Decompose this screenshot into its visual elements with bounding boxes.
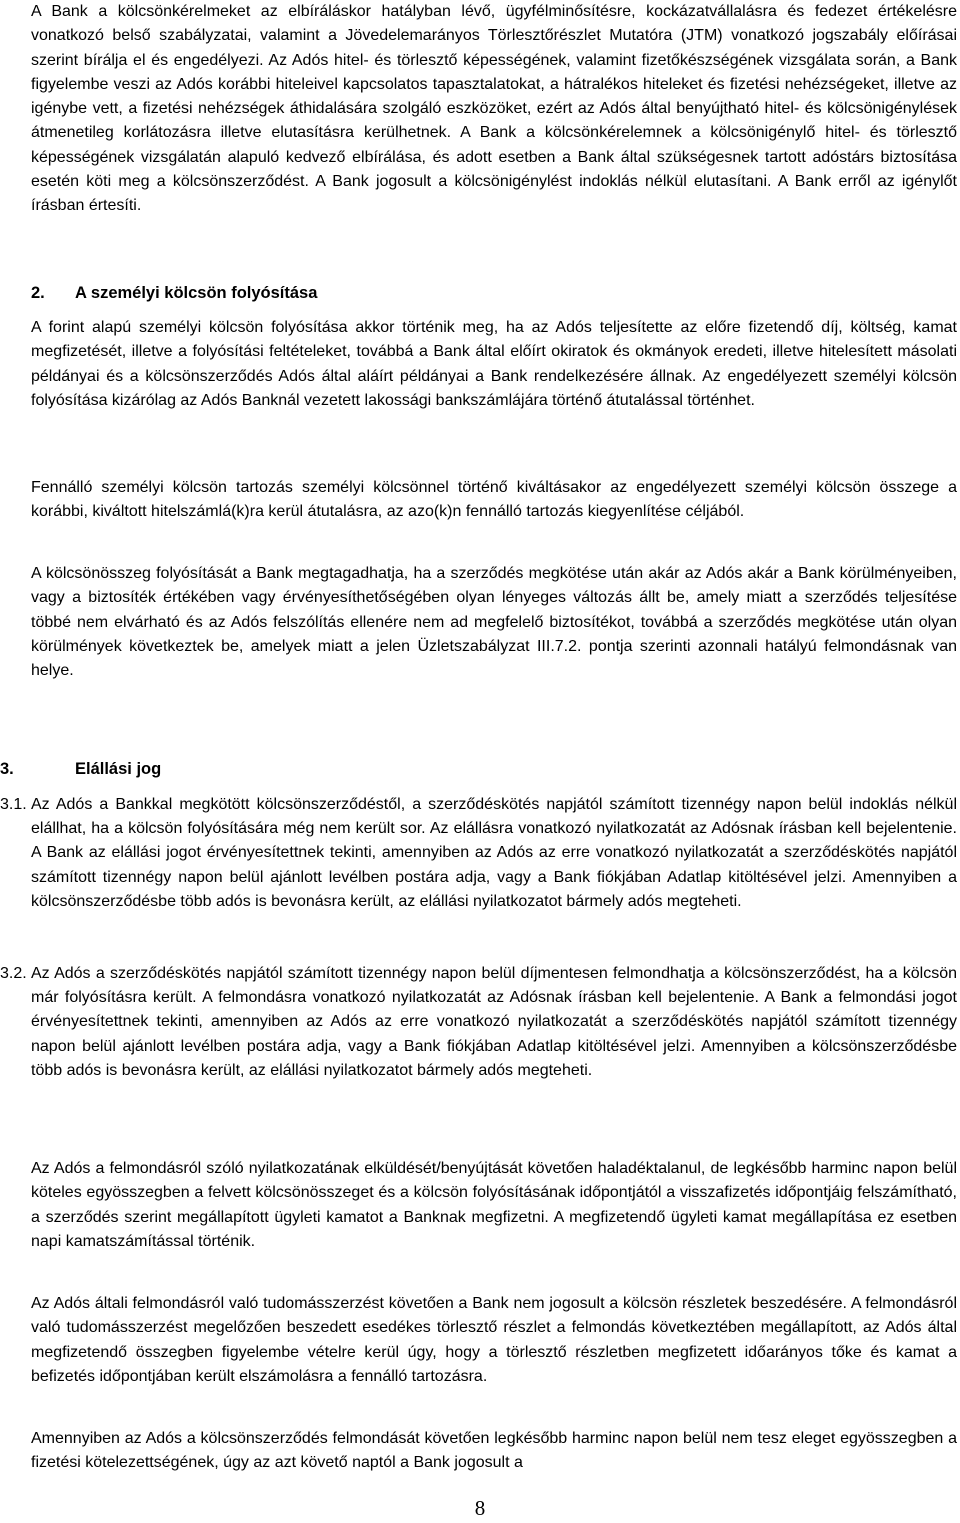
- intro-paragraph: A Bank a kölcsönkérelmeket az elbíráláskor hatályban lévő, ügyfélminősítésre, kockázatvállalásra és fedezet értékelésre vonatkozó belső szabályzatai, valamint a Jövedelemarányos Törlesztőrészlet Mutatóra (JTM) vonatkozó jogszabály előírásai szerint bírálja el és engedélyezi. Az Adós hitel- és törlesztő képességének, valamint fizetőkészségének vizsgálata során, a Bank figyelembe veszi az Adós korábbi hiteleivel kapcsolatos tapasztalatokat, a hátralékos hiteleket és fizetési nehézségeket, illetve az igénybe vett, a fizetési nehézségek áthidalására szolgáló eszközöket, ezért az Adós által benyújtható hitel- és kölcsönigénylések átmenetileg korlátozásra illetve elutasításra kerülhetnek. A Bank a kölcsönkérelemnek a kölcsönigénylő hitel- és törlesztő képességének vizsgálatán alapuló kedvező elbírálása, és adott esetben a Bank által szükségesnek tartott adóstárs biztosítása esetén köti meg a kölcsönszerződést. A Bank jogosult a kölcsönigénylést indoklás nélkül elutasítani. A Bank erről az igénylőt írásban értesíti.: [31, 3, 957, 215]
- section-3-heading: [0, 757, 161, 781]
- section-2-title: A személyi kölcsön folyósítása: [75, 284, 318, 302]
- section-2-paragraph-3: A kölcsönösszeg folyósítását a Bank megtagadhatja, ha a szerződés megkötése után akár az Adós akár a Bank körülményeiben, vagy a biztosíték értékében vagy érvényesíthetőségében olyan lényeges változás állt be, amely miatt a szerződés teljesítése többé nem elvárható és az Adós felszólítás ellenére nem ad megfelelő biztosítékot, továbbá a szerződés megkötése után olyan körülmények következtek be, amelyek miatt a jelen Üzletszabályzat III.7.2. pontja szerinti azonnali hatályú felmondásnak van helye.: [31, 565, 957, 680]
- section-3-1-text: Az Adós a Bankkal megkötött kölcsönszerződéstől, a szerződéskötés napjától számított tizennégy napon belül indoklás nélkül elállhat, ha a kölcsön folyósítására még nem került sor. Az elállásra vonatkozó nyilatkozatát az Adósnak írásban kell bejelentenie. A Bank az elállási jogot érvényesítettnek tekinti, amennyiben az Adós az erre vonatkozó nyilatkozatát a szerződéskötés napjától számított tizennégy napon belül ajánlott levélben postára adja, vagy a Bank fiókjában Adatlap kitöltésével jelzi. Amennyiben a kölcsönszerződésbe több adós is bevonásra került, az elállási nyilatkozatot bármely adós megteheti.: [31, 796, 957, 910]
- section-2-paragraph-1: A forint alapú személyi kölcsön folyósítása akkor történik meg, ha az Adós teljesítette az előre fizetendő díj, költség, kamat megfizetését, illetve a folyósítási feltételeket, továbbá a Bank által előírt okiratok és okmányok eredeti, illetve hitelesített másolati példányai és a kölcsönszerződés Adós által aláírt példányai a Bank rendelkezésére állnak. Az engedélyezett személyi kölcsön folyósítása kizárólag az Adós Banknál vezetett lakossági bankszámlájára történő átutalással történhet.: [31, 319, 957, 409]
- section-3-2-text: Az Adós a szerződéskötés napjától számított tizennégy napon belül díjmentesen felmondhatja a kölcsönszerződést, ha a kölcsön már folyósításra került. A felmondásra vonatkozó nyilatkozatát az Adósnak írásban kell bejelentenie. A Bank a felmondási jogot érvényesítettnek tekinti, amennyiben az Adós az erre vonatkozó nyilatkozatát a szerződéskötés napjától számított tizennégy napon belül ajánlott levélben postára adja, vagy a Bank fiókjában Adatlap kitöltésével jelzi. Amennyiben a kölcsönszerződésbe több adós is bevonásra került, az elállási nyilatkozatot bármely adós megteheti.: [31, 965, 957, 1079]
- section-2-paragraph-2: Fennálló személyi kölcsön tartozás személyi kölcsönnel történő kiváltásakor az engedélyezett személyi kölcsön összege a korábbi, kiváltott hitelszámlá(k)ra kerül átutalásra, az azo(k)n fennálló tartozás kiegyenlítése céljából.: [31, 479, 957, 521]
- section-3-1-item: [0, 793, 957, 914]
- section-3-number: 3.: [0, 760, 14, 778]
- section-3-title: Elállási jog: [75, 760, 162, 778]
- section-3-paragraph-2: Az Adós általi felmondásról való tudomásszerzést követően a Bank nem jogosult a kölcsön részletek beszedésére. A felmondásról való tudomásszerzést megelőzően beszedett esedékes törlesztő részlet a felmondás következtében megállapított, az Adós által megfizetendő összegben figyelembe vételre kerül úgy, hogy a törlesztő részletben megfizetett időarányos tőke és kamat a befizetés időpontjában került elszámolásra a fennálló tartozásra.: [31, 1295, 957, 1385]
- section-2-number: 2.: [31, 284, 45, 302]
- section-2-heading: [31, 281, 317, 305]
- page-number: 8: [474, 1496, 486, 1520]
- section-3-paragraph-3: Amennyiben az Adós a kölcsönszerződés felmondását követően legkésőbb harminc napon belül nem tesz eleget egyösszegben a fizetési kötelezettségének, úgy az azt követő naptól a Bank jogosult a: [31, 1430, 957, 1472]
- section-3-paragraph-1: Az Adós a felmondásról szóló nyilatkozatának elküldését/benyújtását követően haladéktalanul, de legkésőbb harminc napon belül köteles egyösszegben a felvett kölcsönösszeget és a kölcsön folyósításának időpontjától a visszafizetés időpontjáig felszámítható, a szerződés szerint megállapított ügyleti kamatot a Banknak megfizetni. A megfizetendő ügyleti kamat megállapítása ez esetben napi kamatszámítással történik.: [31, 1160, 957, 1250]
- section-3-2-number: 3.2.: [0, 965, 27, 982]
- section-3-2-item: [0, 962, 957, 1083]
- section-3-1-number: 3.1.: [0, 796, 27, 813]
